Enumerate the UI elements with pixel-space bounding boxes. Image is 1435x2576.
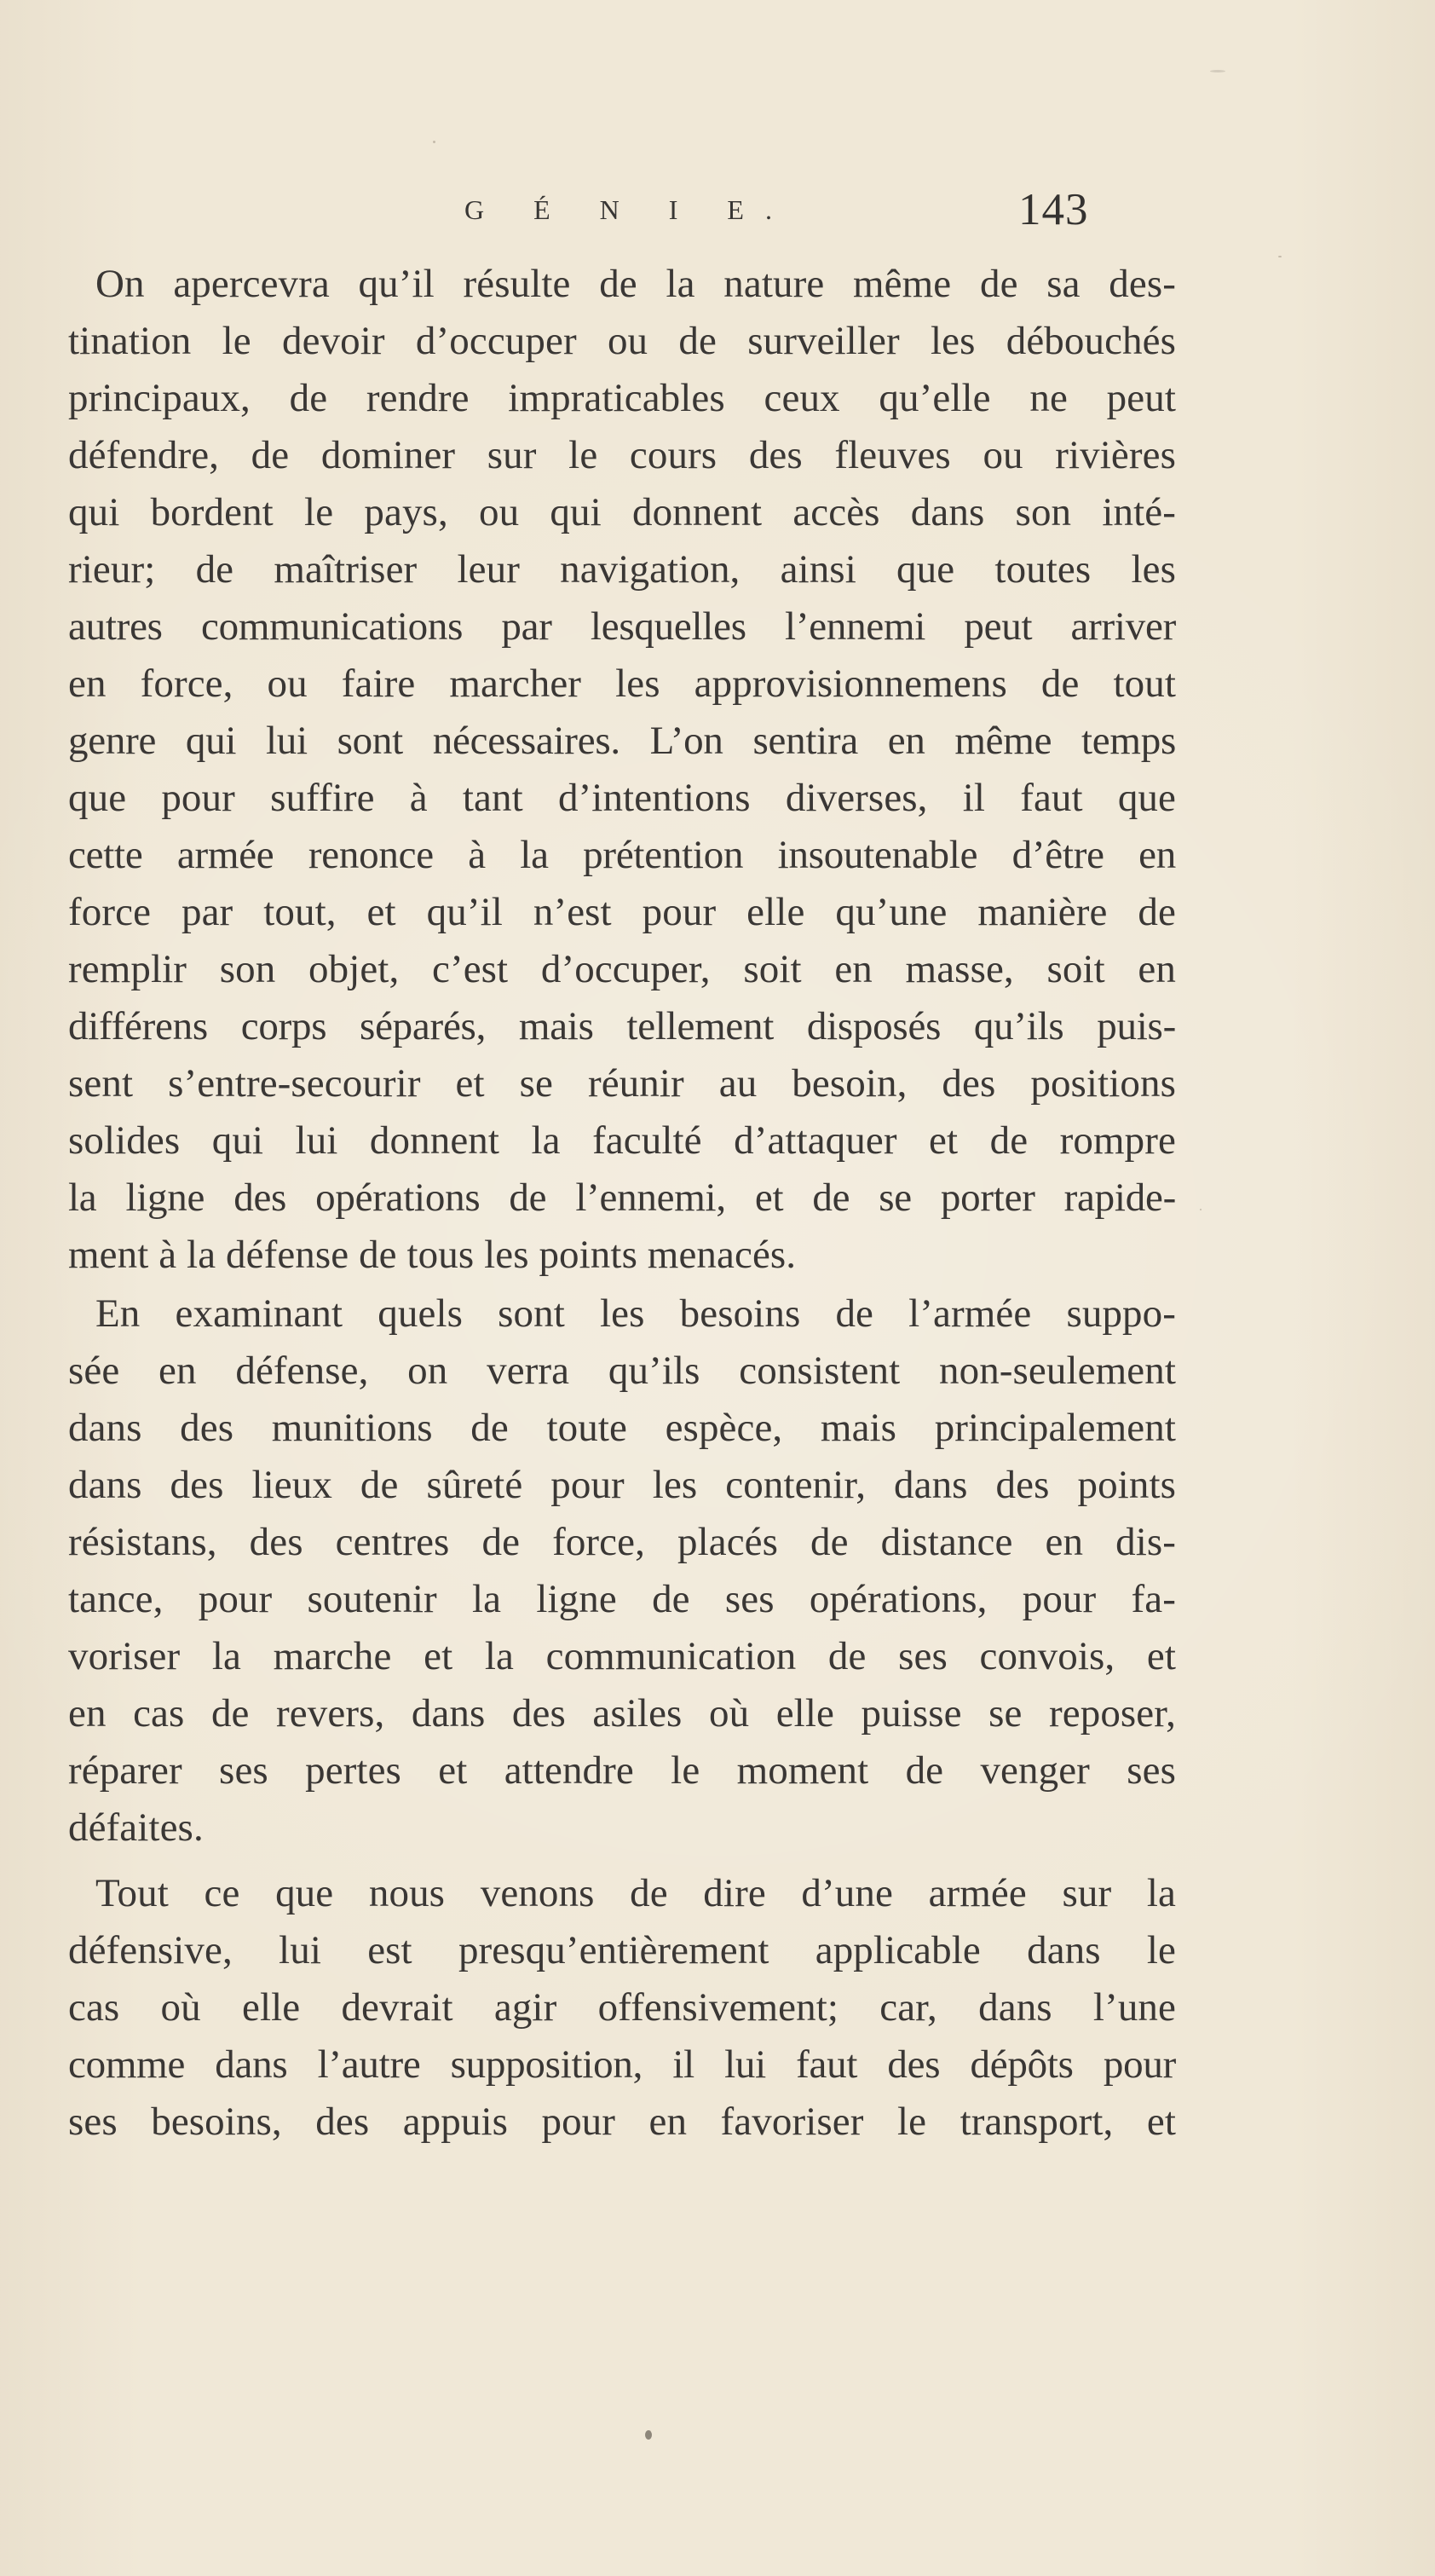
- text-line: la ligne des opérations de l’ennemi, et de se porter rapide-: [68, 1175, 1176, 1220]
- text-line: En examinant quels sont les besoins de l’armée suppo-: [95, 1291, 1176, 1336]
- text-line: défaites.: [68, 1805, 204, 1850]
- text-line: remplir son objet, c’est d’occuper, soit en masse, soit en: [68, 947, 1176, 991]
- text-line: sent s’entre-secourir et se réunir au besoin, des positions: [68, 1061, 1176, 1106]
- page-header: [0, 184, 1435, 235]
- text-line: dans des munitions de toute espèce, mais principalement: [68, 1406, 1176, 1450]
- paper-speck: [1200, 1209, 1202, 1210]
- text-line: dans des lieux de sûreté pour les contenir, dans des points: [68, 1463, 1176, 1507]
- paper-mark: [1210, 70, 1225, 72]
- paragraph-3: [68, 1865, 1176, 2151]
- page-number: 143: [1018, 185, 1089, 234]
- text-line: genre qui lui sont nécessaires. L’on sentira en même temps: [68, 719, 1176, 763]
- paper-speck: [433, 141, 435, 143]
- text-line: qui bordent le pays, ou qui donnent accès dans son inté-: [68, 490, 1176, 534]
- text-line: défensive, lui est presqu’entièrement applicable dans le: [68, 1928, 1176, 1972]
- ink-mark: [645, 2430, 652, 2440]
- text-line: ment à la défense de tous les points menacés.: [68, 1233, 797, 1277]
- text-line: défendre, de dominer sur le cours des fleuves ou rivières: [68, 433, 1176, 477]
- text-line: ses besoins, des appuis pour en favoriser le transport, et: [68, 2099, 1176, 2144]
- text-line: résistans, des centres de force, placés de distance en dis-: [68, 1520, 1176, 1564]
- text-line: en force, ou faire marcher les approvisionnemens de tout: [68, 661, 1176, 706]
- text-line: autres communications par lesquelles l’ennemi peut arriver: [68, 604, 1176, 649]
- running-title: G É N I E.: [464, 194, 793, 225]
- text-line: que pour suffire à tant d’intentions diverses, il faut que: [68, 776, 1176, 820]
- text-line: en cas de revers, dans des asiles où elle puisse se reposer,: [68, 1691, 1176, 1736]
- text-line: cas où elle devrait agir offensivement; car, dans l’une: [68, 1985, 1176, 2030]
- text-line: On apercevra qu’il résulte de la nature même de sa des-: [95, 262, 1176, 306]
- text-line: voriser la marche et la communication de ses convois, et: [68, 1634, 1176, 1678]
- text-line: comme dans l’autre supposition, il lui faut des dépôts pour: [68, 2042, 1176, 2087]
- text-line: tination le devoir d’occuper ou de surveiller les débouchés: [68, 319, 1176, 363]
- text-line: différens corps séparés, mais tellement disposés qu’ils puis-: [68, 1004, 1176, 1048]
- text-line: Tout ce que nous venons de dire d’une armée sur la: [95, 1871, 1176, 1915]
- text-line: réparer ses pertes et attendre le moment de venger ses: [68, 1748, 1176, 1793]
- text-line: force par tout, et qu’il n’est pour elle qu’une manière de: [68, 890, 1176, 934]
- paragraph-2: [68, 1285, 1176, 1857]
- paper-speck: [1278, 256, 1282, 257]
- text-line: solides qui lui donnent la faculté d’attaquer et de rompre: [68, 1118, 1176, 1163]
- text-line: cette armée renonce à la prétention insoutenable d’être en: [68, 833, 1176, 877]
- text-line: sée en défense, on verra qu’ils consistent non-seulement: [68, 1349, 1176, 1393]
- text-line: rieur; de maîtriser leur navigation, ainsi que toutes les: [68, 547, 1176, 592]
- text-line: principaux, de rendre impraticables ceux qu’elle ne peut: [68, 376, 1176, 420]
- body-text: [68, 256, 1176, 2302]
- paragraph-1: [68, 256, 1176, 1284]
- text-line: tance, pour soutenir la ligne de ses opérations, pour fa-: [68, 1577, 1176, 1621]
